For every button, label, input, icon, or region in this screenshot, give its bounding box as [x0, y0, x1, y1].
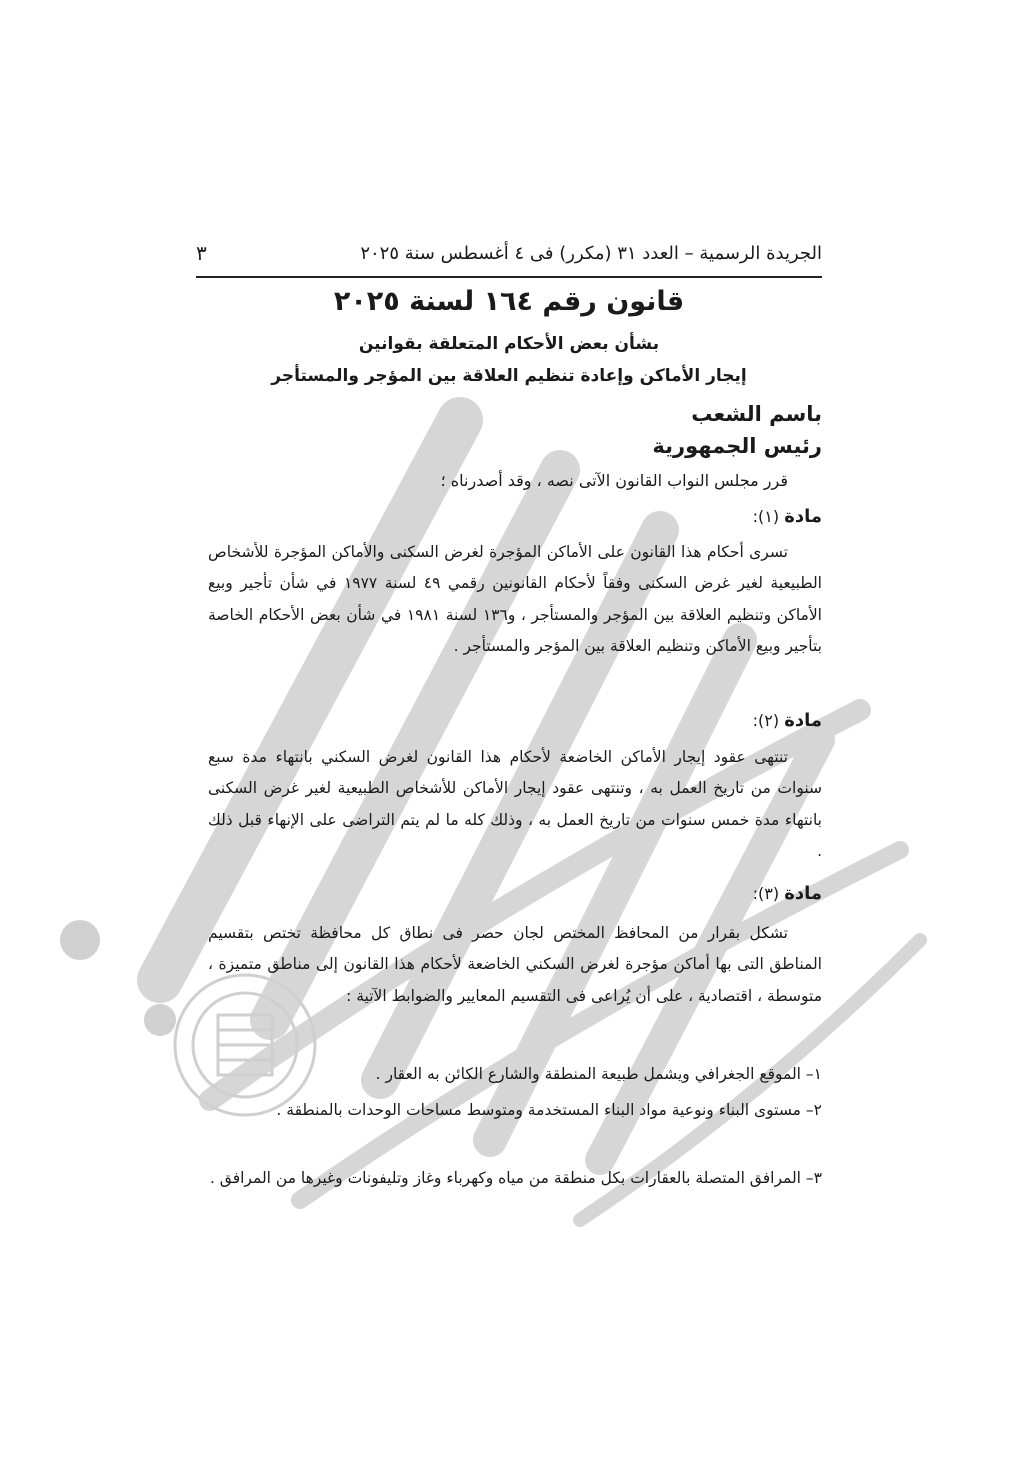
gazette-header	[196, 232, 822, 274]
article-1-heading	[196, 506, 822, 527]
article-3-text: تشكل بقرار من المحافظ المختص لجان حصر فى نطاق كل محافظة تختص بتقسيم المناطق التى بها أماكن مؤجرة لغرض السكني الخاضعة لأحكام هذا القانون إلى مناطق متميزة ، متوسطة ، اقتصادية ، على أن يُراعى فى التقسيم المعايير والضوابط الآتية :	[208, 924, 822, 1005]
page-number: ٣	[196, 241, 207, 265]
article-number: (١):	[752, 507, 780, 526]
gazette-title-line: الجريدة الرسمية – العدد ٣١ (مكرر) فى ٤ أغسطس سنة ٢٠٢٥	[360, 242, 822, 264]
article-3-item-1: ١– الموقع الجغرافي ويشمل طبيعة المنطقة والشارع الكائن به العقار .	[375, 1065, 822, 1083]
article-word: مادة	[784, 883, 822, 904]
law-title: قانون رقم ١٦٤ لسنة ٢٠٢٥	[333, 286, 685, 317]
article-3-heading	[196, 883, 822, 904]
article-2-heading	[196, 710, 822, 731]
preamble: قرر مجلس النواب القانون الآتى نصه ، وقد أصدرناه ؛	[440, 471, 788, 490]
article-1-text: تسرى أحكام هذا القانون على الأماكن المؤجرة لغرض السكنى والأماكن المؤجرة للأشخاص الطبيعية لغير غرض السكنى وفقاً لأحكام القانونين رقمي ٤٩ لسنة ١٩٧٧ في شأن تأجير وبيع الأماكن وتنظيم العلاقة بين المؤجر والمستأجر ، و١٣٦ لسنة ١٩٨١ في شأن بعض الأحكام الخاصة بتأجير وبيع الأماكن وتنظيم العلاقة بين المؤجر والمستأجر .	[208, 543, 822, 656]
article-word: مادة	[784, 710, 822, 731]
article-2-text: تنتهى عقود إيجار الأماكن الخاضعة لأحكام هذا القانون لغرض السكني بانتهاء مدة سبع سنوات من تاريخ العمل به ، وتنتهى عقود إيجار الأماكن للأشخاص الطبيعية لغير غرض السكنى بانتهاء مدة خمس سنوات من تاريخ العمل به ، وذلك كله ما لم يتم التراضى على الإنهاء قبل ذلك .	[208, 748, 822, 861]
article-3-item-2: ٢– مستوى البناء ونوعية مواد البناء المستخدمة ومتوسط مساحات الوحدات بالمنطقة .	[276, 1101, 822, 1119]
in-name-of-people: باسم الشعب	[691, 402, 822, 426]
law-subtitle-line-2: إيجار الأماكن وإعادة تنظيم العلاقة بين المؤجر والمستأجر	[271, 366, 747, 386]
article-number: (٢):	[752, 711, 780, 730]
header-divider	[196, 276, 822, 278]
article-word: مادة	[784, 506, 822, 527]
president-heading: رئيس الجمهورية	[652, 434, 822, 458]
article-3-item-3: ٣– المرافق المتصلة بالعقارات بكل منطقة من مياه وكهرباء وغاز وتليفونات وغيرها من المرافق .	[209, 1169, 822, 1187]
article-number: (٣):	[752, 884, 780, 903]
law-subtitle-line-1: بشأن بعض الأحكام المتعلقة بقوانين	[358, 334, 660, 354]
